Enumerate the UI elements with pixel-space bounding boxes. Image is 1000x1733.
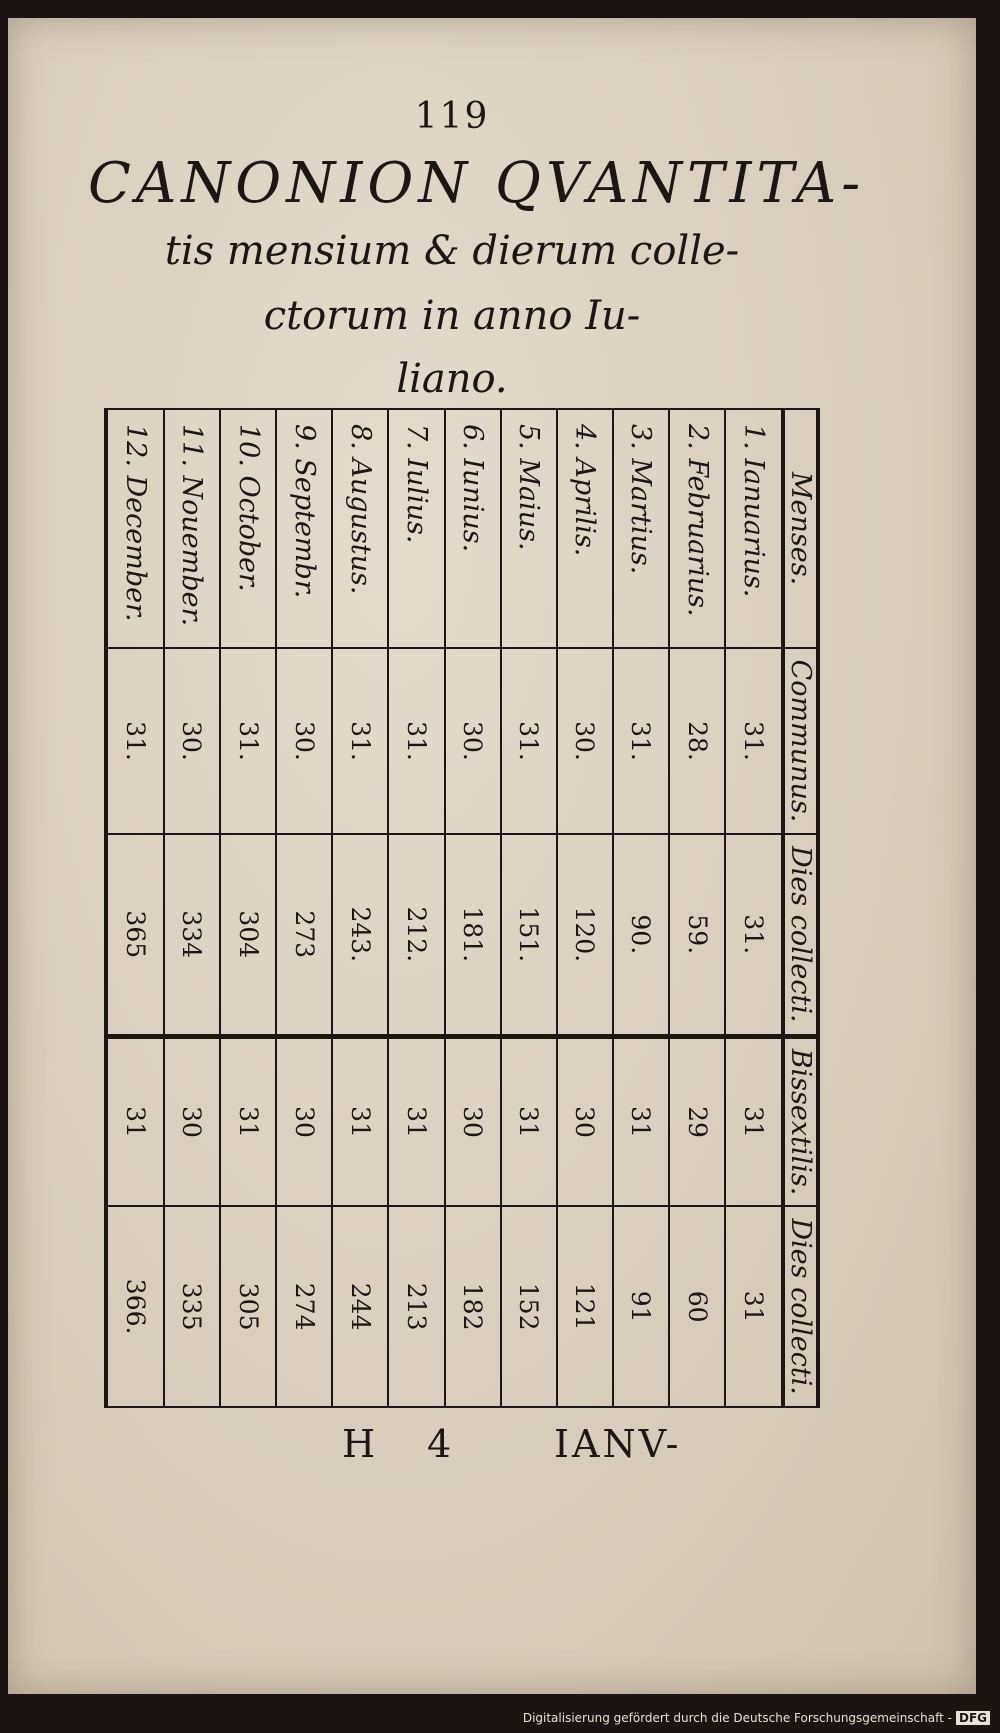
collected-days-common-cell: 120. [557, 834, 613, 1036]
collected-days-leap-cell: 121 [557, 1206, 613, 1407]
collected-days-leap-cell: 274 [276, 1206, 332, 1407]
title-line-4: liano. [396, 356, 508, 402]
book-page [8, 18, 976, 1694]
common-days-cell: 31. [613, 648, 669, 834]
collected-days-common-cell: 181. [445, 834, 501, 1036]
month-cell: 9. Septembr. [276, 409, 332, 648]
month-cell: 12. December. [106, 409, 164, 648]
header-days-collected-common: Dies collecti. [783, 834, 818, 1036]
collected-days-leap-cell: 213 [388, 1206, 444, 1407]
signature-mark: H [342, 1422, 379, 1466]
header-months: Menses. [783, 409, 818, 648]
header-bissextile: Bissextilis. [783, 1036, 818, 1206]
table-row [276, 409, 332, 1407]
common-days-cell: 31. [220, 648, 276, 834]
page-title: CANONION QVANTITA- [88, 151, 866, 216]
collected-days-leap-cell: 335 [164, 1206, 220, 1407]
table-row [445, 409, 501, 1407]
bissextile-days-cell: 31 [388, 1036, 444, 1206]
collected-days-leap-cell: 244 [332, 1206, 388, 1407]
credit-text: Digitalisierung gefördert durch die Deutsche Forschungsgemeinschaft - [522, 1711, 952, 1725]
collected-days-common-cell: 304 [220, 834, 276, 1036]
title-line-3: ctorum in anno Iu- [263, 293, 641, 339]
table-row [220, 409, 276, 1407]
catchword: IANV- [554, 1422, 682, 1466]
collected-days-leap-cell: 152 [501, 1206, 557, 1407]
collected-days-leap-cell: 60 [669, 1206, 725, 1407]
common-days-cell: 30. [164, 648, 220, 834]
table-row [613, 409, 669, 1407]
common-days-cell: 30. [276, 648, 332, 834]
bissextile-days-cell: 31 [332, 1036, 388, 1206]
common-days-cell: 31. [725, 648, 783, 834]
collected-days-common-cell: 151. [501, 834, 557, 1036]
bissextile-days-cell: 31 [501, 1036, 557, 1206]
common-days-cell: 31. [501, 648, 557, 834]
bissextile-days-cell: 31 [725, 1036, 783, 1206]
month-cell: 6. Iunius. [445, 409, 501, 648]
common-days-cell: 31. [332, 648, 388, 834]
bissextile-days-cell: 31 [613, 1036, 669, 1206]
bissextile-days-cell: 30 [164, 1036, 220, 1206]
collected-days-common-cell: 334 [164, 834, 220, 1036]
digitization-credit [523, 1711, 990, 1725]
table-row [557, 409, 613, 1407]
bissextile-days-cell: 30 [445, 1036, 501, 1206]
table-row [332, 409, 388, 1407]
title-line-2: tis mensium & dierum colle- [164, 228, 740, 274]
bissextile-days-cell: 29 [669, 1036, 725, 1206]
common-days-cell: 28. [669, 648, 725, 834]
collected-days-leap-cell: 91 [613, 1206, 669, 1407]
bissextile-days-cell: 30 [276, 1036, 332, 1206]
canon-table-wrapper [104, 408, 820, 1408]
table-row [106, 409, 164, 1407]
month-cell: 8. Augustus. [332, 409, 388, 648]
bissextile-days-cell: 31 [220, 1036, 276, 1206]
common-days-cell: 31. [106, 648, 164, 834]
page-number: 119 [414, 96, 490, 137]
table-row [164, 409, 220, 1407]
month-cell: 11. Nouember. [164, 409, 220, 648]
header-common: Communus. [783, 648, 818, 834]
collected-days-common-cell: 212. [388, 834, 444, 1036]
table-header-row [783, 409, 818, 1407]
bissextile-days-cell: 31 [106, 1036, 164, 1206]
dfg-logo: DFG [956, 1711, 990, 1725]
collected-days-common-cell: 90. [613, 834, 669, 1036]
collected-days-common-cell: 31. [725, 834, 783, 1036]
month-cell: 3. Martius. [613, 409, 669, 648]
collected-days-common-cell: 273 [276, 834, 332, 1036]
collected-days-leap-cell: 182 [445, 1206, 501, 1407]
signature-number: 4 [427, 1422, 455, 1466]
collected-days-leap-cell: 366. [106, 1206, 164, 1407]
collected-days-common-cell: 59. [669, 834, 725, 1036]
table-body [106, 409, 783, 1407]
canon-table [104, 408, 820, 1408]
collected-days-common-cell: 243. [332, 834, 388, 1036]
common-days-cell: 31. [388, 648, 444, 834]
month-cell: 5. Maius. [501, 409, 557, 648]
collected-days-common-cell: 365 [106, 834, 164, 1036]
month-cell: 1. Ianuarius. [725, 409, 783, 648]
table-row [669, 409, 725, 1407]
header-days-collected-leap: Dies collecti. [783, 1206, 818, 1407]
table-row [725, 409, 783, 1407]
month-cell: 7. Iulius. [388, 409, 444, 648]
month-cell: 4. Aprilis. [557, 409, 613, 648]
month-cell: 10. October. [220, 409, 276, 648]
common-days-cell: 30. [445, 648, 501, 834]
collected-days-leap-cell: 31 [725, 1206, 783, 1407]
table-row [388, 409, 444, 1407]
month-cell: 2. Februarius. [669, 409, 725, 648]
common-days-cell: 30. [557, 648, 613, 834]
bissextile-days-cell: 30 [557, 1036, 613, 1206]
collected-days-leap-cell: 305 [220, 1206, 276, 1407]
table-row [501, 409, 557, 1407]
